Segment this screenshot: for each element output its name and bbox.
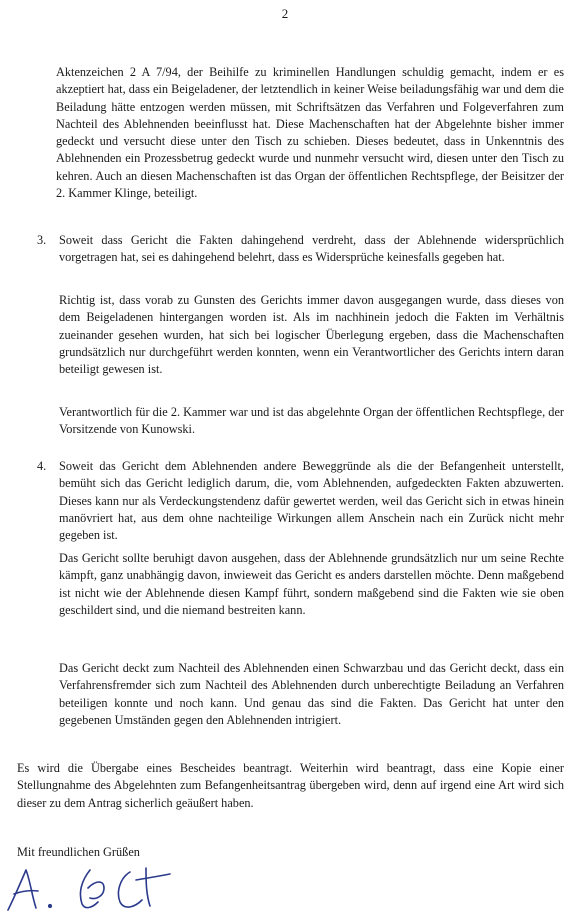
item-4-paragraph-3: Das Gericht deckt zum Nachteil des Ablehnenden einen Schwarzbau und das Gericht deckt, dass ein Verfahrensfremder sich zum Nachteil des Ablehnenden durch unberechtigte Beiladung an Verfahren beteiligen konnte und noch kann. Und genau das sind die Fakten. Das Gericht hat unter den gegebenen Umständen gegen den Ablehnenden intrigiert. bbox=[59, 661, 564, 727]
closing-paragraph: Es wird die Übergabe eines Bescheides beantragt. Weiterhin wird beantragt, dass eine Kopie einer Stellungnahme des Abgelehnten zum Befangenheitsantrag übergeben wird, denn auf irgend eine Art wird sich dieser zu dem Antrag sicherlich geäußert haben. bbox=[17, 761, 564, 810]
salutation: Mit freundlichen Grüßen bbox=[17, 845, 140, 859]
item-number-4: 4. bbox=[37, 459, 47, 473]
handwritten-signature bbox=[4, 858, 174, 916]
paragraph-continuation: Aktenzeichen 2 A 7/94, der Beihilfe zu kriminellen Handlungen schuldig gemacht, indem er es akzeptiert hat, dass ein Beigeladener, der letztendlich in keiner Weise beiladungsfähig war und dem die Beiladung hätte entzogen werden müssen, mit Schriftsätzen das Verfahren und Folgeverfahren zum Nachteil des Ablehnenden beeinflusst hat. Diese Machenschaften hat der Abgelehnte bisher immer gedeckt und versucht diese unter den Tisch zu schieben. Dieses bedeutet, dass in Unkenntnis des Ablehnenden ein Prozessbetrug gedeckt wurde und nunmehr versucht wird, diesen unter den Tisch zu kehren. Auch an diesen Machenschaften ist das Organ der öffentlichen Rechtspflege, der Beisitzer der 2. Kammer Klinge, beteiligt. bbox=[56, 65, 564, 201]
item-4-text: Soweit das Gericht dem Ablehnenden andere Beweggründe als die der Befangenheit unterstellt, bemüht sich das Gericht lediglich darum, die, vom Ablehnenden, aufgedeckten Fakten abzuwerten. Dieses kann nur als Verdeckungstendenz dafür gewertet werden, weil das Gericht sich in etwas hinein manövriert hat, aus dem ohne nachteilige Wirkungen allem Anschein nach ein Zurück nicht mehr gegeben ist. bbox=[59, 459, 564, 543]
item-3-text: Soweit dass Gericht die Fakten dahingehend verdreht, dass der Ablehnende widersprüchlich vorgetragen hat, sei es dahingehend belehrt, dass es Widersprüche keinesfalls gegeben hat. bbox=[59, 233, 564, 265]
item-4-paragraph-2: Das Gericht sollte beruhigt davon ausgehen, dass der Ablehnende grundsätzlich nur um seine Rechte kämpft, ganz unabhängig davon, inwieweit das Gericht es anders darstellen möchte. Denn maßgebend ist nicht wie der Ablehnende diesen Kampf führt, sondern maßgebend sind die Fakten wie sie oben geschildert sind, und die niemand bestreiten kann. bbox=[59, 551, 564, 617]
item-3-paragraph-2: Richtig ist, dass vorab zu Gunsten des Gerichts immer davon ausgegangen wurde, dass dieses von dem Beigeladenen hintergangen worden ist. Als im nachhinein jedoch die Fakten im Verhältnis zueinander gesehen wurden, hat sich bei logischer Überlegung ergeben, dass die Machenschaften grundsätzlich nur durchgeführt werden konnten, wenn ein Verantwortlicher des Gerichts intern daran beteiligt gewesen ist. bbox=[59, 293, 564, 377]
item-number-3: 3. bbox=[37, 233, 47, 247]
item-3-paragraph-3: Verantwortlich für die 2. Kammer war und ist das abgelehnte Organ der öffentlichen Rechtspflege, der Vorsitzende von Kunowski. bbox=[59, 405, 564, 437]
page-number: 2 bbox=[281, 6, 289, 21]
